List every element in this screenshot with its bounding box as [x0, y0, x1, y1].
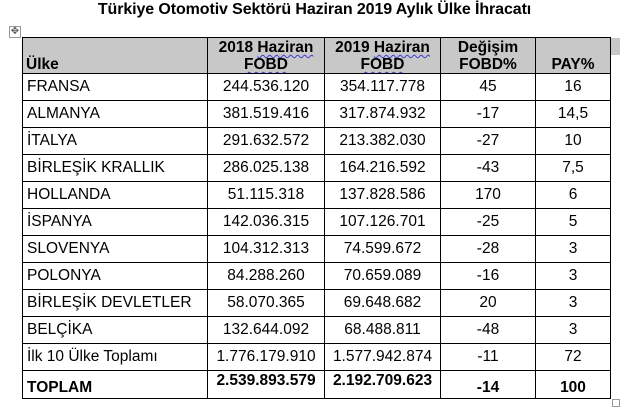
row-2018-value[interactable]: 58.070.365 — [208, 290, 325, 317]
row-country[interactable]: BİRLEŞİK DEVLETLER — [23, 290, 208, 317]
header-share[interactable] — [536, 38, 611, 74]
table-row — [23, 209, 611, 236]
row-change-value[interactable]: -27 — [441, 128, 536, 155]
row-2018-value[interactable]: 244.536.120 — [208, 74, 325, 101]
row-2019-value[interactable]: 137.828.586 — [325, 182, 441, 209]
row-share-value[interactable]: 7,5 — [536, 155, 611, 182]
header-change-line1: Değişim — [457, 39, 519, 56]
row-2019-value[interactable]: 1.577.942.874 — [325, 344, 441, 371]
table-row — [23, 263, 611, 290]
header-shading-overflow — [611, 38, 620, 55]
row-country[interactable]: ALMANYA — [23, 101, 208, 128]
row-share-value[interactable]: 10 — [536, 128, 611, 155]
header-2019-line1-wrap: 2019 Haziran — [335, 39, 430, 56]
row-change-value[interactable]: 45 — [441, 74, 536, 101]
header-2018-line1: Haziran — [257, 39, 314, 56]
row-country[interactable]: İTALYA — [23, 128, 208, 155]
total-2018-value[interactable]: 2.539.893.579 — [208, 371, 325, 399]
row-2018-value[interactable]: 291.632.572 — [208, 128, 325, 155]
header-2018-line2-wrap — [208, 56, 324, 73]
total-change-value[interactable]: -14 — [441, 371, 536, 399]
row-2018-value[interactable]: 51.115.318 — [208, 182, 325, 209]
row-share-value[interactable]: 5 — [536, 209, 611, 236]
header-country-label: Ülke — [26, 56, 59, 73]
header-change-line2: FOBD% — [459, 56, 517, 73]
row-change-value[interactable]: 170 — [441, 182, 536, 209]
total-row — [23, 371, 611, 399]
row-2019-value[interactable]: 354.117.778 — [325, 74, 441, 101]
header-2018-line1-wrap: 2018 Haziran — [218, 39, 314, 56]
row-country[interactable]: SLOVENYA — [23, 236, 208, 263]
row-share-value[interactable]: 3 — [536, 290, 611, 317]
row-change-value[interactable]: -28 — [441, 236, 536, 263]
table-row — [23, 344, 611, 371]
table-resize-handle[interactable] — [612, 399, 620, 407]
document-title: Türkiye Otomotiv Sektörü Haziran 2019 Aylık Ülke İhracatı — [97, 1, 532, 18]
row-2018-value[interactable]: 132.644.092 — [208, 317, 325, 344]
table-row — [23, 101, 611, 128]
row-country[interactable]: İSPANYA — [23, 209, 208, 236]
header-change[interactable] — [441, 38, 536, 74]
row-2019-value[interactable]: 74.599.672 — [325, 236, 441, 263]
row-2018-value[interactable]: 84.288.260 — [208, 263, 325, 290]
row-country[interactable]: POLONYA — [23, 263, 208, 290]
table-row — [23, 74, 611, 101]
row-2019-value[interactable]: 213.382.030 — [325, 128, 441, 155]
row-2019-value[interactable]: 70.659.089 — [325, 263, 441, 290]
table-row — [23, 155, 611, 182]
row-2018-value[interactable]: 104.312.313 — [208, 236, 325, 263]
row-country[interactable]: İlk 10 Ülke Toplamı — [23, 344, 208, 371]
row-change-value[interactable]: 20 — [441, 290, 536, 317]
header-row — [23, 38, 611, 74]
row-2019-value[interactable]: 107.126.701 — [325, 209, 441, 236]
row-2018-value[interactable]: 381.519.416 — [208, 101, 325, 128]
row-2019-value[interactable]: 68.488.811 — [325, 317, 441, 344]
row-country[interactable]: FRANSA — [23, 74, 208, 101]
row-country[interactable]: BİRLEŞİK KRALLIK — [23, 155, 208, 182]
table-row — [23, 290, 611, 317]
table-row — [23, 182, 611, 209]
header-share-label: PAY% — [551, 56, 595, 73]
row-change-value[interactable]: -17 — [441, 101, 536, 128]
header-2019-line1: Haziran — [373, 39, 430, 56]
row-share-value[interactable]: 3 — [536, 236, 611, 263]
row-change-value[interactable]: -11 — [441, 344, 536, 371]
row-2019-value[interactable]: 69.648.682 — [325, 290, 441, 317]
header-2018[interactable] — [208, 38, 325, 74]
row-change-value[interactable]: -48 — [441, 317, 536, 344]
row-2018-value[interactable]: 142.036.315 — [208, 209, 325, 236]
row-share-value[interactable]: 3 — [536, 317, 611, 344]
export-table — [22, 37, 611, 399]
table-move-handle-icon[interactable]: ✥ — [10, 26, 20, 37]
row-country[interactable]: BELÇİKA — [23, 317, 208, 344]
row-change-value[interactable]: -16 — [441, 263, 536, 290]
row-change-value[interactable]: -43 — [441, 155, 536, 182]
table-row — [23, 128, 611, 155]
row-2018-value[interactable]: 1.776.179.910 — [208, 344, 325, 371]
row-share-value[interactable]: 14,5 — [536, 101, 611, 128]
header-2019-line2: FOBD — [360, 56, 405, 73]
row-2019-value[interactable]: 164.216.592 — [325, 155, 441, 182]
table-row — [23, 317, 611, 344]
row-share-value[interactable]: 72 — [536, 344, 611, 371]
header-country[interactable] — [23, 38, 208, 74]
total-country[interactable]: TOPLAM — [23, 371, 208, 399]
row-share-value[interactable]: 3 — [536, 263, 611, 290]
row-country[interactable]: HOLLANDA — [23, 182, 208, 209]
row-change-value[interactable]: -25 — [441, 209, 536, 236]
header-2019-line2-wrap — [325, 56, 440, 73]
row-2019-value[interactable]: 317.874.932 — [325, 101, 441, 128]
row-share-value[interactable]: 6 — [536, 182, 611, 209]
total-share-value[interactable]: 100 — [536, 371, 611, 399]
row-2018-value[interactable]: 286.025.138 — [208, 155, 325, 182]
header-2019[interactable] — [325, 38, 441, 74]
total-2019-value[interactable]: 2.192.709.623 — [325, 371, 441, 399]
row-share-value[interactable]: 16 — [536, 74, 611, 101]
header-2018-line2: FOBD — [244, 56, 288, 73]
table-row — [23, 236, 611, 263]
